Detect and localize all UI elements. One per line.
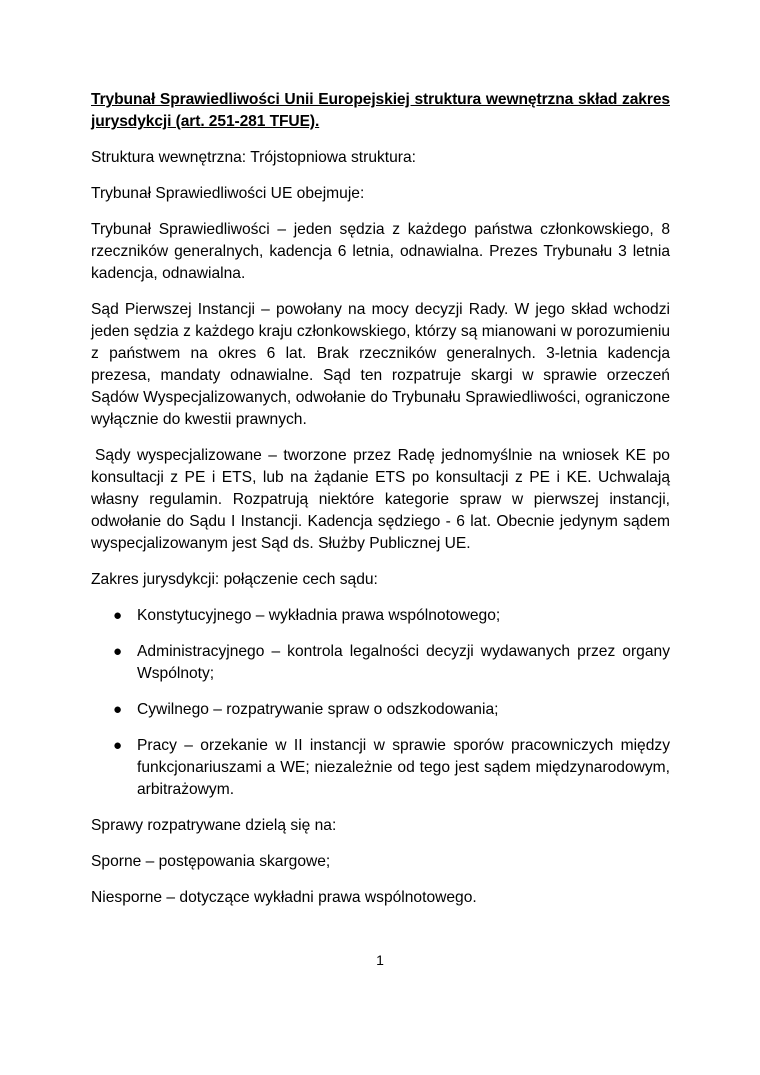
page-number: 1 xyxy=(376,952,384,968)
list-item-text: Konstytucyjnego – wykładnia prawa wspólnotowego; xyxy=(137,607,501,624)
paragraph-court-includes: Trybunał Sprawiedliwości UE obejmuje: xyxy=(91,185,365,202)
list-item-text: Administracyjnego – kontrola legalności decyzji wydawanych przez organy Wspólnoty; xyxy=(137,643,670,682)
document-title: Trybunał Sprawiedliwości Unii Europejskiej struktura wewnętrzna skład zakres jurysdykcji (art. 251-281 TFUE). xyxy=(91,91,670,130)
paragraph-court-of-justice: Trybunał Sprawiedliwości – jeden sędzia z każdego państwa członkowskiego, 8 rzeczników generalnych, kadencja 6 letnia, odnawialna. Prezes Trybunału 3 letnia kadencja, odnawialna. xyxy=(91,221,670,282)
bullet-icon: ● xyxy=(113,701,123,718)
paragraph-court-first-instance: Sąd Pierwszej Instancji – powołany na mocy decyzji Rady. W jego skład wchodzi jeden sędzia z każdego kraju członkowskiego, którzy są mianowani w porozumieniu z państwem na okres 6 lat. Brak rzeczników generalnych. 3-letnia kadencja prezesa, mandaty odnawialne. Sąd ten rozpatruje skargi w sprawie orzeczeń Sądów Wyspecjalizowanych, odwołanie do Trybunału Sprawiedliwości, ograniczone wyłącznie do kwestii prawnych. xyxy=(91,301,670,428)
jurisdiction-list xyxy=(91,605,670,801)
document-body xyxy=(91,89,670,923)
bullet-icon: ● xyxy=(113,607,123,624)
list-item xyxy=(91,699,670,721)
paragraph-non-contentious: Niesporne – dotyczące wykładni prawa wspólnotowego. xyxy=(91,889,477,906)
paragraph-case-types: Sprawy rozpatrywane dzielą się na: xyxy=(91,817,337,834)
list-item xyxy=(91,735,670,801)
paragraph-structure: Struktura wewnętrzna: Trójstopniowa struktura: xyxy=(91,149,417,166)
paragraph-specialised-courts: Sądy wyspecjalizowane – tworzone przez Radę jednomyślnie na wniosek KE po konsultacji z PE i ETS, lub na żądanie ETS po konsultacji z PE i KE. Uchwalają własny regulamin. Rozpatrują niektóre kategorie spraw w pierwszej instancji, odwołanie do Sądu I Instancji. Kadencja sędziego - 6 lat. Obecnie jedynym sądem wyspecjalizowanym jest Sąd ds. Służby Publicznej UE. xyxy=(91,447,670,552)
list-item-text: Cywilnego – rozpatrywanie spraw o odszkodowania; xyxy=(137,701,499,718)
list-item xyxy=(91,605,670,627)
bullet-icon: ● xyxy=(113,643,123,660)
bullet-icon: ● xyxy=(113,737,123,754)
list-item-text: Pracy – orzekanie w II instancji w sprawie sporów pracowniczych między funkcjonariuszami a WE; niezależnie od tego jest sądem międzynarodowym, arbitrażowym. xyxy=(137,737,670,798)
paragraph-contentious: Sporne – postępowania skargowe; xyxy=(91,853,331,870)
paragraph-jurisdiction: Zakres jurysdykcji: połączenie cech sądu: xyxy=(91,571,378,588)
list-item xyxy=(91,641,670,685)
